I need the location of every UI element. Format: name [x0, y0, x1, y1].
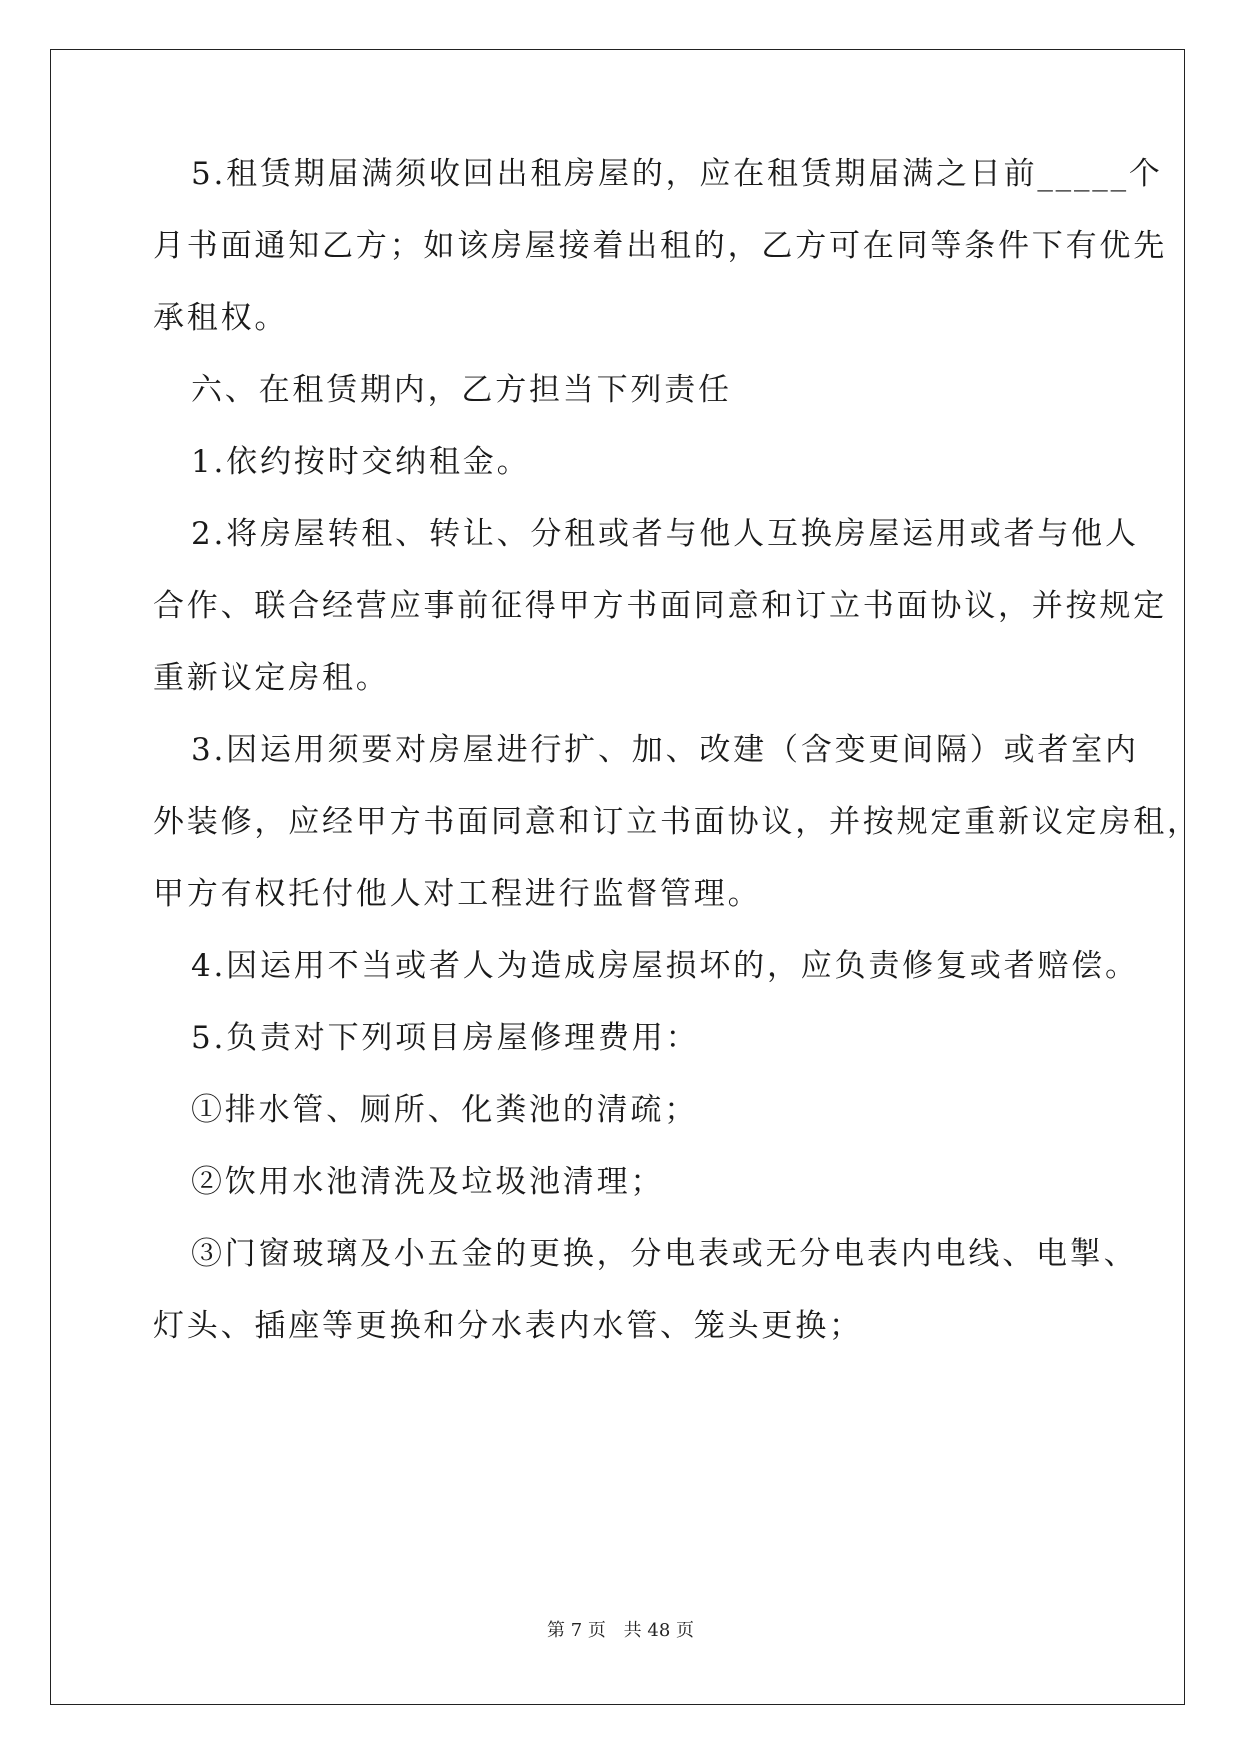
- paragraph-line: 2.将房屋转租、转让、分租或者与他人互换房屋运用或者与他人: [191, 516, 1139, 552]
- paragraph-line: 承租权。: [153, 300, 289, 336]
- list-item: ②饮用水池清洗及垃圾池清理；: [191, 1164, 665, 1200]
- paragraph-line: 合作、联合经营应事前征得甲方书面同意和订立书面协议，并按规定: [153, 588, 1167, 624]
- paragraph-line: 1.依约按时交纳租金。: [191, 444, 531, 480]
- page-number: 第 7 页: [547, 1620, 606, 1641]
- list-item: ③门窗玻璃及小五金的更换，分电表或无分电表内电线、电掣、: [191, 1236, 1138, 1272]
- paragraph-line: 月书面通知乙方；如该房屋接着出租的，乙方可在同等条件下有优先: [153, 228, 1167, 264]
- section-heading: 六、在租赁期内，乙方担当下列责任: [191, 372, 732, 408]
- paragraph-line: 5.租赁期届满须收回出租房屋的，应在租赁期届满之日前_____个: [191, 156, 1163, 192]
- page-total: 共 48 页: [623, 1620, 694, 1641]
- paragraph-line: 重新议定房租。: [153, 660, 390, 696]
- paragraph-line: 3.因运用须要对房屋进行扩、加、改建（含变更间隔）或者室内: [191, 732, 1139, 768]
- paragraph-line: 4.因运用不当或者人为造成房屋损坏的，应负责修复或者赔偿。: [191, 948, 1139, 984]
- list-item: ①排水管、厕所、化粪池的清疏；: [191, 1092, 698, 1128]
- paragraph-line: 外装修，应经甲方书面同意和订立书面协议，并按规定重新议定房租，: [153, 804, 1201, 840]
- list-item: 灯头、插座等更换和分水表内水管、笼头更换；: [153, 1308, 863, 1344]
- paragraph-line: 5.负责对下列项目房屋修理费用：: [191, 1020, 700, 1056]
- page-footer: [0, 1616, 1241, 1642]
- paragraph-line: 甲方有权托付他人对工程进行监督管理。: [153, 876, 762, 912]
